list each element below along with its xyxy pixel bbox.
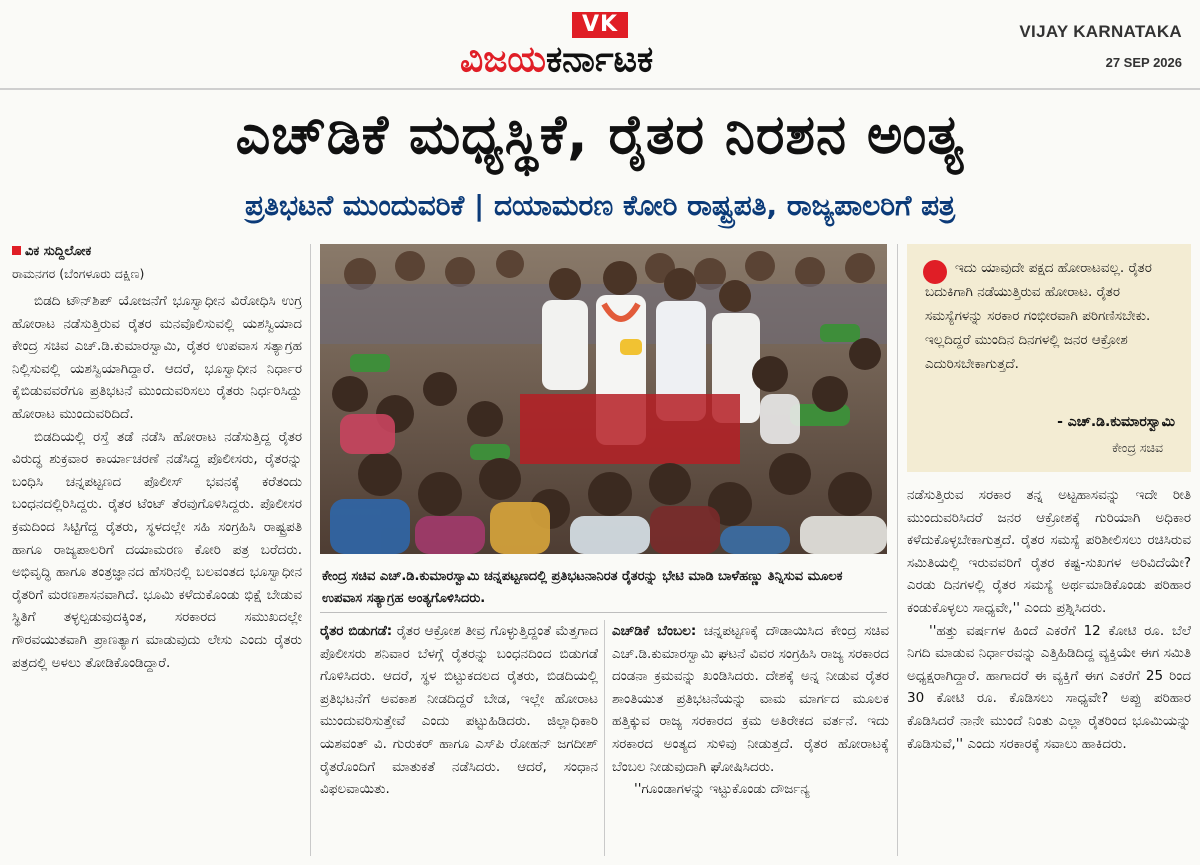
paragraph: ''ಹತ್ತು ವರ್ಷಗಳ ಹಿಂದೆ ಎಕರೆಗೆ 12 ಕೋಟಿ ರೂ. ಬೆಲೆ ನಿಗದಿ ಮಾಡುವ ನಿರ್ಧಾರವನ್ನು ಎತ್ತಿಹಿಡಿದಿದ್ದ ವ್ಯಕ್ತಿಯೇ ಈಗ ಸಮಿತಿ ಅಧ್ಯಕ್ಷರಾಗಿದ್ದಾರೆ. ಹಾಗಾದರೆ ಈ ವ್ಯಕ್ತಿಗೆ ಈಗ ಎಕರೆಗೆ 25 ರಿಂದ 30 ಕೋಟಿ ರೂ. ಕೊಡಿಸಲು ಸಾಧ್ಯವೇ? ಅಪ್ಪು ಪರಿಹಾರ ಕೊಡಿಸಿದರೆ ನಾನೇ ಮುಂದೆ ನಿಂತು ಎಲ್ಲಾ ರೈತರಿಂದ ಭೂಮಿಯನ್ನು ಕೊಡಿಸುವೆ,'' ಎಂದು ಸರಕಾರಕ್ಕೆ ಸವಾಲು ಹಾಕಿದರು. <box>907 622 1191 752</box>
article-column-2 <box>320 620 598 860</box>
paragraph: ''ಗೂಂಡಾಗಳನ್ನು ಇಟ್ಟುಕೊಂಡು ದೌರ್ಜನ್ಯ <box>634 781 810 798</box>
protest-photo-illustration <box>320 244 887 554</box>
logo-wordmark <box>460 38 750 82</box>
paragraph: ನಡೆಸುತ್ತಿರುವ ಸರಕಾರ ತನ್ನ ಅಟ್ಟಹಾಸವನ್ನು ಇದೇ ರೀತಿ ಮುಂದುವರಿಸಿದರೆ ಜನರ ಆಕ್ರೋಶಕ್ಕೆ ಗುರಿಯಾಗಿ ಅಧಿಕಾರ ಕಳೆದುಕೊಳ್ಳಬೇಕಾಗುತ್ತದೆ. ರೈತರ ಸಮಸ್ಯೆ ಪರಿಶೀಲಿಸಲು ರಚಿಸಿರುವ ಸಮಿತಿಯಲ್ಲಿ ಇರುವವರಿಗೆ ರೈತರ ಕಷ್ಟ-ಸುಖಗಳ ಅರಿವಿದೆಯೇ? ಎರಡು ದಿನಗಳಲ್ಲಿ ರೈತರ ಸಮಸ್ಯೆ ಅರ್ಥಮಾಡಿಕೊಂಡು ಪರಿಹಾರ ಕಂಡುಕೊಳ್ಳಲು ಸಾಧ್ಯವೇ,'' ಎಂದು ಪ್ರಶ್ನಿಸಿದರು. <box>907 487 1191 616</box>
logo-wordmark-red: ವಿಜಯ <box>460 39 546 80</box>
quote-author-role: ಕೇಂದ್ರ ಸಚಿವ <box>1112 440 1163 455</box>
photo-caption: ಕೇಂದ್ರ ಸಚಿವ ಎಚ್.ಡಿ.ಕುಮಾರಸ್ವಾಮಿ ಚನ್ನಪಟ್ಟಣದಲ್ಲಿ ಪ್ರತಿಭಟನಾನಿರತ ರೈತರನ್ನು ಭೇಟಿ ಮಾಡಿ ಬಾಳೆಹಣ್ಣು ತಿನ್ನಿಸುವ ಮೂಲಕ ಉಪವಾಸ ಸತ್ಯಾಗ್ರಹ ಅಂತ್ಯಗೊಳಿಸಿದರು. <box>322 569 843 606</box>
paragraph <box>612 620 889 778</box>
news-photo <box>320 244 887 554</box>
paragraph: ಬಿಡದಿ ಟೌನ್‌ಶಿಪ್ ಯೋಜನೆಗೆ ಭೂಸ್ವಾಧೀನ ವಿರೋಧಿಸಿ ಉಗ್ರ ಹೋರಾಟ ನಡೆಸುತ್ತಿರುವ ರೈತರ ಮನವೊಲಿಸುವಲ್ಲಿ ಯಶಸ್ವಿಯಾದ ಕೇಂದ್ರ ಸಚಿವ ಎಚ್.ಡಿ.ಕುಮಾರಸ್ವಾಮಿ, ರೈತರ ಉಪವಾಸ ಸತ್ಯಾಗ್ರಹ ನಿಲ್ಲಿಸುವಲ್ಲಿ ಯಶಸ್ವಿಯಾಗಿದ್ದಾರೆ. ಆದರೆ, ಭೂಸ್ವಾಧೀನ ನಿರ್ಧಾರ ಕೈಬಿಡುವವರೆಗೂ ಪ್ರತಿಭಟನೆ ಮುಂದುವರಿಸಲು ರೈತರು ನಿರ್ಧರಿಸಿದ್ದು ಹೋರಾಟ ಮುಂದುವರಿದಿದೆ. <box>12 293 302 422</box>
quote-text: ಇದು ಯಾವುದೇ ಪಕ್ಷದ ಹೋರಾಟವಲ್ಲ. ರೈತರ ಬದುಕಿಗಾಗಿ ನಡೆಯುತ್ತಿರುವ ಹೋರಾಟ. ರೈತರ ಸಮಸ್ಯೆಗಳನ್ನು ಸರಕಾರ ಗಂಭೀರವಾಗಿ ಪರಿಗಣಿಸಬೇಕು. ಇಲ್ಲದಿದ್ದರೆ ಮುಂದಿನ ದಿನಗಳಲ್ಲಿ ಜನರ ಆಕ್ರೋಶ ಎದುರಿಸಬೇಕಾಗುತ್ತದೆ. <box>925 260 1152 372</box>
publication-date: 27 SEP 2026 <box>1105 55 1182 70</box>
newspaper-logo <box>460 12 750 80</box>
subhead-lead: ರೈತರ ಬಿಡುಗಡೆ: <box>320 623 393 639</box>
paragraph-text: ರೈತರ ಆಕ್ರೋಶ ತೀವ್ರ ಗೊಳ್ಳುತ್ತಿದ್ದಂತೆ ಮೆತ್ತಗಾದ ಪೊಲೀಸರು ಶನಿವಾರ ಬೆಳಗ್ಗೆ ರೈತರನ್ನು ಬಂಧನದಿಂದ ಬಿಡುಗಡೆ ಗೊಳಿಸಿದರು. ಆದರೆ, ಸ್ಥಳ ಬಿಟ್ಟುಕದಲದ ರೈತರು, ಬಿಡದಿಯಲ್ಲಿ ಪ್ರತಿಭಟನೆಗೆ ಅವಕಾಶ ನೀಡದಿದ್ದರೆ ಬೇಡ, ಇಲ್ಲೇ ಹೋರಾಟ ಮುಂದುವರಿಸುತ್ತೇವೆ ಎಂದು ಪಟ್ಟುಹಿಡಿದರು. ಜಿಲ್ಲಾಧಿಕಾರಿ ಯಶವಂತ್ ವಿ. ಗುರುಕರ್ ಹಾಗೂ ಎಸ್‌ಪಿ ರೋಹನ್ ಜಗದೀಶ್ ರೈತರೊಂದಿಗೆ ಮಾತುಕತೆ ನಡೆಸಿದರು. ಆದರೆ, ಸಂಧಾನ ವಿಫಲವಾಯಿತು. <box>320 623 598 798</box>
byline-text: ವಿಕ ಸುದ್ದಿಲೋಕ <box>25 244 92 259</box>
pull-quote-box <box>907 244 1191 472</box>
column-divider <box>897 244 898 856</box>
column-divider <box>604 620 605 856</box>
byline-marker-icon <box>12 246 21 255</box>
article-column-3 <box>612 620 889 860</box>
logo-wordmark-black: ಕರ್ನಾಟಕ <box>545 39 654 80</box>
subheadline: ಪ್ರತಿಭಟನೆ ಮುಂದುವರಿಕೆ | ದಯಾಮರಣ ಕೋರಿ ರಾಷ್ಟ್ರಪತಿ, ರಾಜ್ಯಪಾಲರಿಗೆ ಪತ್ರ <box>244 189 956 222</box>
caption-divider <box>320 612 887 613</box>
headline: ಎಚ್‌ಡಿಕೆ ಮಧ್ಯಸ್ಥಿಕೆ, ರೈತರ ನಿರಶನ ಅಂತ್ಯ <box>235 103 965 166</box>
logo-badge: VK <box>572 12 628 38</box>
masthead-divider <box>0 88 1200 90</box>
column-divider <box>310 244 311 856</box>
byline <box>12 244 91 259</box>
article-column-4 <box>907 484 1191 860</box>
paragraph <box>320 620 598 801</box>
paragraph: ಬಿಡದಿಯಲ್ಲಿ ರಸ್ತೆ ತಡೆ ನಡೆಸಿ ಹೋರಾಟ ನಡೆಸುತ್ತಿದ್ದ ರೈತರ ವಿರುದ್ಧ ಶುಕ್ರವಾರ ಕಾರ್ಯಾಚರಣೆ ನಡೆಸಿದ್ದ ಪೊಲೀಸರು, ರೈತರನ್ನು ಬಂಧಿಸಿ ಚನ್ನಪಟ್ಟಣದ ಪೊಲೀಸ್ ಭವನಕ್ಕೆ ಕರೆತಂದು ಬಂಧನದಲ್ಲಿರಿಸಿದ್ದರು. ರೈತರ ಟೆಂಟ್ ತೆರವುಗೊಳಿಸಿದ್ದರು. ಪೊಲೀಸರ ಕ್ರಮದಿಂದ ಸಿಟ್ಟಿಗೆದ್ದ ರೈತರು, ಸ್ಥಳದಲ್ಲೇ ಸಹಿ ಸಂಗ್ರಹಿಸಿ ರಾಷ್ಟ್ರಪತಿ ಹಾಗೂ ರಾಜ್ಯಪಾಲರಿಗೆ ದಯಾಮರಣ ಕೋರಿ ಪತ್ರ ಬರೆದರು. ಅಭಿವೃದ್ಧಿ ಹಾಗೂ ತಂತ್ರಜ್ಞಾನದ ಹೆಸರಿನಲ್ಲಿ ಬಲವಂತದ ಭೂಸ್ವಾಧೀನ ರೈತರಿಗೆ ಮರಣಶಾಸನವಾಗಿದೆ. ಭೂಮಿ ಕಳೆದುಕೊಂಡು ಭಿಕ್ಷೆ ಬೇಡುವ ಸ್ಥಿತಿಗೆ ತಳ್ಳಲ್ಪಡುವುದಕ್ಕಿಂತ, ಸರಕಾರದ ಸಮುಖದಲ್ಲೇ ಗೌರವಯುತವಾಗಿ ಪ್ರಾಣತ್ಯಾಗ ಮಾಡುವುದು ಲೇಸು ಎಂದು ರೈತರು ಪತ್ರದಲ್ಲಿ ಅಳಲು ತೋಡಿಕೊಂಡಿದ್ದಾರೆ. <box>12 428 302 671</box>
dateline: ರಾಮನಗರ (ಬೆಂಗಳೂರು ದಕ್ಷಿಣ) <box>12 266 145 281</box>
article-column-1 <box>12 290 302 858</box>
paragraph-text: ಚನ್ನಪಟ್ಟಣಕ್ಕೆ ದೌಡಾಯಿಸಿದ ಕೇಂದ್ರ ಸಚಿವ ಎಚ್.ಡಿ.ಕುಮಾರಸ್ವಾಮಿ ಘಟನೆ ವಿವರ ಸಂಗ್ರಹಿಸಿ ರಾಜ್ಯ ಸರಕಾರದ ದಂಡನಾ ಕ್ರಮವನ್ನು ಖಂಡಿಸಿದರು. ದೇಶಕ್ಕೆ ಅನ್ನ ನೀಡುವ ರೈತರ ಶಾಂತಿಯುತ ಪ್ರತಿಭಟನೆಯನ್ನು ವಾಮ ಮಾರ್ಗದ ಮೂಲಕ ಹತ್ತಿಕ್ಕುವ ರಾಜ್ಯ ಸರಕಾರದ ಕ್ರಮ ಅತಿರೇಕದ ವರ್ತನೆ. ಇದು ಸರಕಾರದ ಅಂತ್ಯದ ಸುಳಿವು ನೀಡುತ್ತದೆ. ರೈತರ ಹೋರಾಟಕ್ಕೆ ಬೆಂಬಲ ನೀಡುವುದಾಗಿ ಘೋಷಿಸಿದರು. <box>612 623 889 775</box>
subhead-lead: ಎಚ್‌ಡಿಕೆ ಬೆಂಬಲ: <box>612 623 697 639</box>
paper-name: VIJAY KARNATAKA <box>1019 22 1182 41</box>
quote-author: - ಎಚ್.ಡಿ.ಕುಮಾರಸ್ವಾಮಿ <box>1057 414 1175 430</box>
